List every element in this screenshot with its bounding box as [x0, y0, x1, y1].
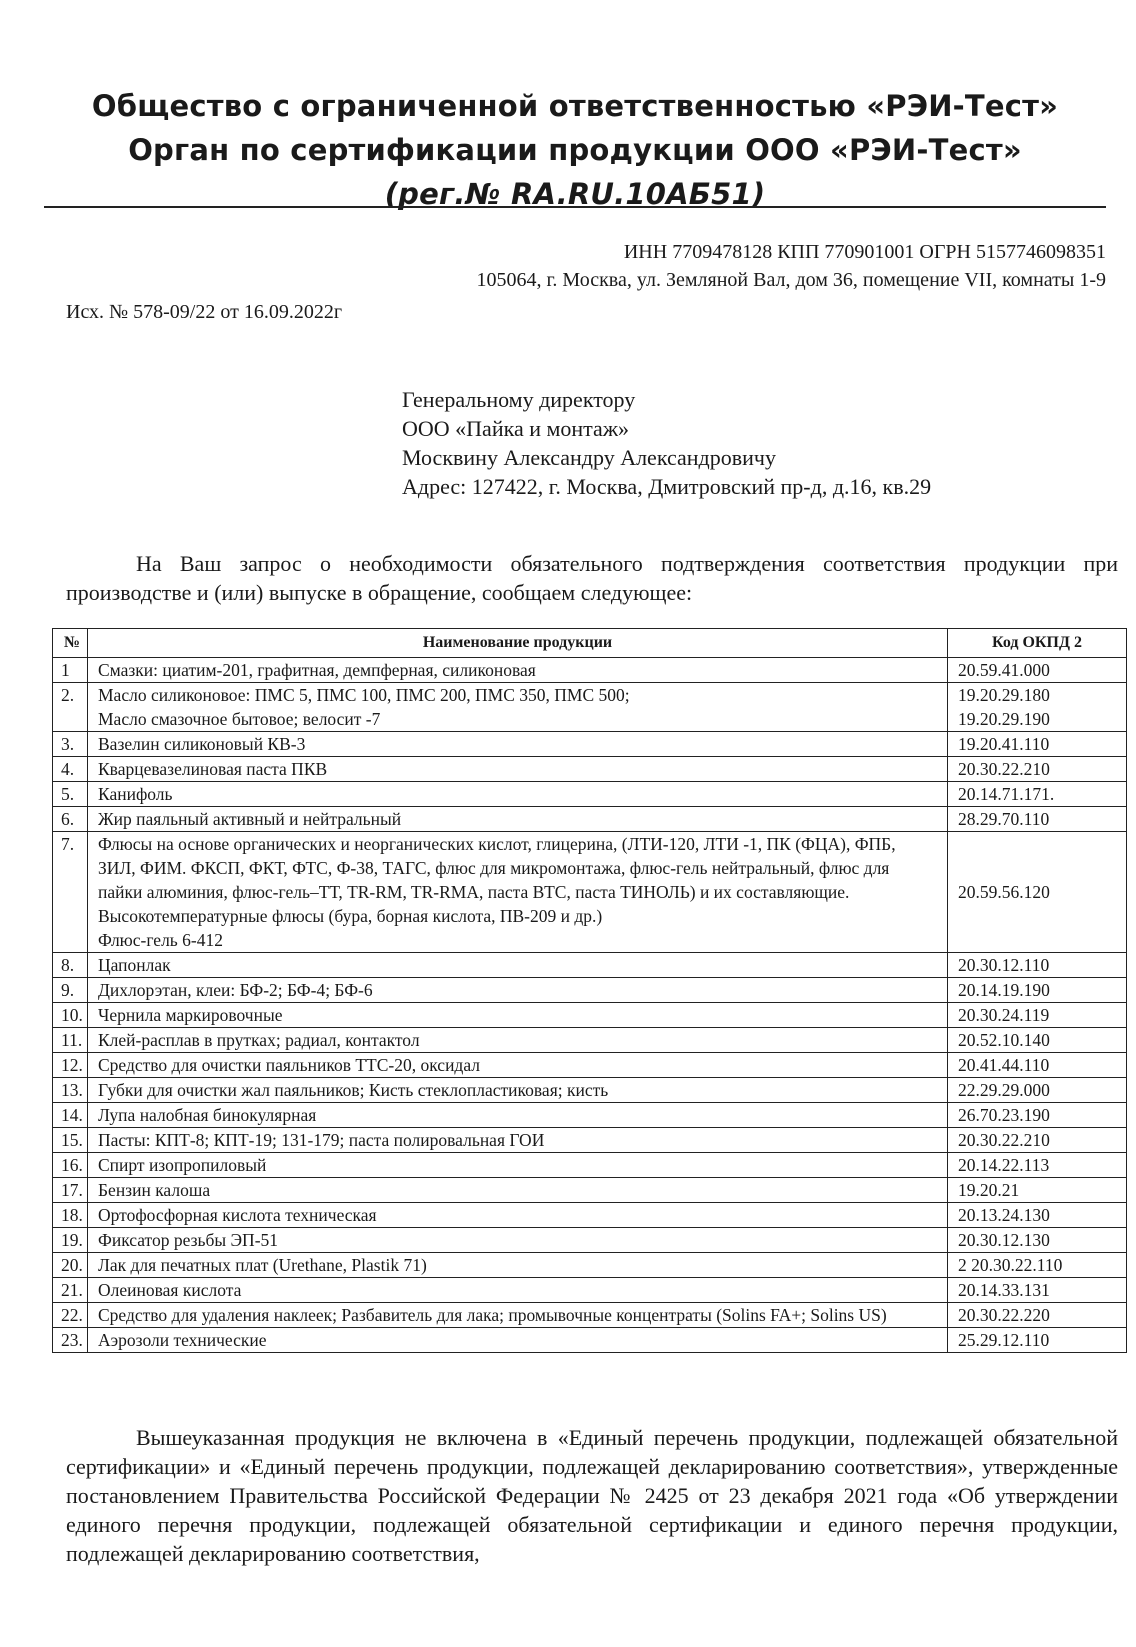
- table-row: [53, 1253, 1127, 1278]
- row-number: 19.: [53, 1228, 88, 1253]
- product-name-line: Спирт изопропиловый: [98, 1155, 267, 1175]
- table-row: [53, 1278, 1127, 1303]
- okpd-code: [948, 1153, 1127, 1178]
- okpd-code-line: 20.14.71.171.: [958, 784, 1055, 804]
- okpd-code: [948, 1228, 1127, 1253]
- table-row: [53, 953, 1127, 978]
- okpd-code-line: 20.59.56.120: [958, 882, 1050, 902]
- row-number: 5.: [53, 782, 88, 807]
- okpd-code: [948, 953, 1127, 978]
- okpd-code: [948, 732, 1127, 757]
- product-name: [88, 1103, 948, 1128]
- product-name-line: Смазки: циатим-201, графитная, демпферная, силиконовая: [98, 660, 536, 680]
- row-number: 20.: [53, 1253, 88, 1278]
- row-number: 22.: [53, 1303, 88, 1328]
- okpd-code: [948, 683, 1127, 732]
- row-number: 14.: [53, 1103, 88, 1128]
- header-okpd-code: Код ОКПД 2: [948, 629, 1127, 658]
- header-product-name: Наименование продукции: [88, 629, 948, 658]
- okpd-code-line: 20.59.41.000: [958, 660, 1050, 680]
- addressee-position: Генеральному директору: [402, 387, 636, 412]
- tax-ids: ИНН 7709478128 КПП 770901001 ОГРН 5157746098351: [623, 241, 1106, 263]
- row-number: 13.: [53, 1078, 88, 1103]
- product-name-line: Канифоль: [98, 784, 173, 804]
- addressee-block: [402, 385, 931, 501]
- product-name-line: Вазелин силиконовый КВ-3: [98, 734, 306, 754]
- okpd-code-line: 20.30.12.130: [958, 1230, 1050, 1250]
- table-row: [53, 978, 1127, 1003]
- row-number: 9.: [53, 978, 88, 1003]
- product-name: [88, 978, 948, 1003]
- okpd-code-line: 19.20.21: [958, 1180, 1020, 1200]
- okpd-code-line: 20.30.12.110: [958, 955, 1050, 975]
- table-row: [53, 757, 1127, 782]
- product-name-line: Жир паяльный активный и нейтральный: [98, 809, 402, 829]
- products-table-body: [53, 658, 1127, 1353]
- addressee-company: ООО «Пайка и монтаж»: [402, 416, 630, 441]
- row-number: 11.: [53, 1028, 88, 1053]
- row-number: 16.: [53, 1153, 88, 1178]
- row-number: 7.: [53, 832, 88, 953]
- product-name-line: Ортофосфорная кислота техническая: [98, 1205, 377, 1225]
- okpd-code: [948, 1328, 1127, 1353]
- product-name-line: Губки для очистки жал паяльников; Кисть стеклопластиковая; кисть: [98, 1080, 609, 1100]
- okpd-code: [948, 1103, 1127, 1128]
- okpd-code-line: 2 20.30.22.110: [958, 1255, 1063, 1275]
- product-name: [88, 832, 948, 953]
- okpd-code: [948, 1303, 1127, 1328]
- product-name-line: Бензин калоша: [98, 1180, 211, 1200]
- okpd-code-line: 20.14.22.113: [958, 1155, 1050, 1175]
- row-number: 10.: [53, 1003, 88, 1028]
- table-row: [53, 658, 1127, 683]
- row-number: 18.: [53, 1203, 88, 1228]
- okpd-code-line: 25.29.12.110: [958, 1330, 1050, 1350]
- row-number: 17.: [53, 1178, 88, 1203]
- okpd-code: [948, 658, 1127, 683]
- org-name: Общество с ограниченной ответственностью «РЭИ-Тест»: [91, 89, 1059, 123]
- product-name-line: Чернила маркировочные: [98, 1005, 283, 1025]
- okpd-code: [948, 1253, 1127, 1278]
- product-name: [88, 1253, 948, 1278]
- product-name-line: Цапонлак: [98, 955, 171, 975]
- outgoing-number: Исх. № 578-09/22 от 16.09.2022г: [66, 301, 343, 323]
- okpd-code: [948, 1128, 1127, 1153]
- addressee-name: Москвину Александру Александровичу: [402, 445, 776, 470]
- table-row: [53, 1078, 1127, 1103]
- company-requisites: [476, 238, 1106, 294]
- product-name-line: Клей-расплав в прутках; радиал, контактол: [98, 1030, 420, 1050]
- row-number: 2.: [53, 683, 88, 732]
- product-name-line: Фиксатор резьбы ЭП-51: [98, 1230, 279, 1250]
- okpd-code: [948, 757, 1127, 782]
- products-table: [52, 628, 1127, 1353]
- okpd-code: [948, 832, 1127, 953]
- row-number: 21.: [53, 1278, 88, 1303]
- okpd-code-line: 20.14.33.131: [958, 1280, 1050, 1300]
- registration-number: (рег.№ RA.RU.10АБ51): [384, 177, 766, 211]
- product-name: [88, 953, 948, 978]
- product-name-line: Средство для очистки паяльников ТТС-20, оксидал: [98, 1055, 480, 1075]
- header-number: №: [53, 629, 88, 658]
- product-name: [88, 1053, 948, 1078]
- table-row: [53, 832, 1127, 953]
- product-name-line: Пасты: КПТ-8; КПТ-19; 131-179; паста полировальная ГОИ: [98, 1130, 545, 1150]
- row-number: 4.: [53, 757, 88, 782]
- certification-body: Орган по сертификации продукции ООО «РЭИ-Тест»: [128, 133, 1022, 167]
- header-divider: [44, 206, 1106, 208]
- product-name-line: Флюс-гель 6-412: [98, 930, 223, 950]
- okpd-code-line: 20.52.10.140: [958, 1030, 1050, 1050]
- table-row: [53, 1178, 1127, 1203]
- product-name: [88, 1203, 948, 1228]
- table-row: [53, 1303, 1127, 1328]
- product-name-line: Средство для удаления наклеек; Разбавитель для лака; промывочные концентраты (Solins FA+; Solins US): [98, 1305, 887, 1325]
- product-name: [88, 683, 948, 732]
- okpd-code: [948, 1053, 1127, 1078]
- product-name-line: Аэрозоли технические: [98, 1330, 267, 1350]
- product-name-line: Лак для печатных плат (Urethane, Plastik 71): [98, 1255, 427, 1275]
- row-number: 15.: [53, 1128, 88, 1153]
- product-name: [88, 1153, 948, 1178]
- okpd-code: [948, 1078, 1127, 1103]
- okpd-code-line: 22.29.29.000: [958, 1080, 1050, 1100]
- intro-paragraph: На Ваш запрос о необходимости обязательного подтверждения соответствия продукции при производстве и (или) выпуске в обращение, сообщаем следующее:: [66, 551, 1118, 605]
- product-name: [88, 1303, 948, 1328]
- product-name: [88, 1128, 948, 1153]
- closing-paragraph: Вышеуказанная продукция не включена в «Единый перечень продукции, подлежащей обязательной сертификации» и «Единый перечень продукции, подлежащей декларированию соответствия», утвержденные постановлением Правительства Российской Федерации № 2425 от 23 декабря 2021 года «Об утверждении единого перечня продукции, подлежащей обязательной сертификации и единого перечня продукции, подлежащей декларированию соответствия,: [66, 1425, 1118, 1566]
- table-row: [53, 807, 1127, 832]
- row-number: 8.: [53, 953, 88, 978]
- product-name: [88, 1328, 948, 1353]
- table-row: [53, 1228, 1127, 1253]
- okpd-code: [948, 1278, 1127, 1303]
- okpd-code: [948, 1203, 1127, 1228]
- product-name: [88, 1078, 948, 1103]
- okpd-code-line: 20.13.24.130: [958, 1205, 1050, 1225]
- table-row: [53, 1103, 1127, 1128]
- product-name: [88, 757, 948, 782]
- okpd-code-line: 19.20.41.110: [958, 734, 1050, 754]
- product-name: [88, 807, 948, 832]
- table-row: [53, 1003, 1127, 1028]
- okpd-code-line: 20.30.22.220: [958, 1305, 1050, 1325]
- table-row: [53, 1053, 1127, 1078]
- table-row: [53, 732, 1127, 757]
- product-name-line: Масло силиконовое: ПМС 5, ПМС 100, ПМС 200, ПМС 350, ПМС 500;: [98, 685, 630, 705]
- okpd-code: [948, 1178, 1127, 1203]
- okpd-code-line: 20.30.22.210: [958, 1130, 1050, 1150]
- product-name: [88, 732, 948, 757]
- product-name: [88, 1178, 948, 1203]
- product-name-line: Дихлорэтан, клеи: БФ-2; БФ-4; БФ-6: [98, 980, 373, 1000]
- table-row: [53, 1028, 1127, 1053]
- table-row: [53, 782, 1127, 807]
- row-number: 3.: [53, 732, 88, 757]
- row-number: 6.: [53, 807, 88, 832]
- okpd-code: [948, 782, 1127, 807]
- product-name: [88, 658, 948, 683]
- okpd-code: [948, 978, 1127, 1003]
- addressee-address: Адрес: 127422, г. Москва, Дмитровский пр-д, д.16, кв.29: [402, 474, 932, 499]
- row-number: 23.: [53, 1328, 88, 1353]
- product-name: [88, 782, 948, 807]
- okpd-code-line: 20.30.22.210: [958, 759, 1050, 779]
- row-number: 12.: [53, 1053, 88, 1078]
- product-name-line: Высокотемпературные флюсы (бура, борная кислота, ПВ-209 и др.): [98, 906, 603, 926]
- okpd-code-line: 28.29.70.110: [958, 809, 1050, 829]
- table-row: [53, 683, 1127, 732]
- product-name: [88, 1228, 948, 1253]
- table-row: [53, 1153, 1127, 1178]
- product-name-line: Масло смазочное бытовое; велосит -7: [98, 709, 381, 729]
- product-name-line: Лупа налобная бинокулярная: [98, 1105, 317, 1125]
- table-row: [53, 1128, 1127, 1153]
- table-header-row: [53, 629, 1127, 658]
- table-row: [53, 1203, 1127, 1228]
- table-row: [53, 1328, 1127, 1353]
- product-name: [88, 1003, 948, 1028]
- company-address: 105064, г. Москва, ул. Земляной Вал, дом 36, помещение VII, комнаты 1-9: [476, 269, 1106, 291]
- okpd-code-line: 20.41.44.110: [958, 1055, 1050, 1075]
- product-name-line: Кварцевазелиновая паста ПКВ: [98, 759, 328, 779]
- okpd-code: [948, 1028, 1127, 1053]
- product-name: [88, 1028, 948, 1053]
- row-number: 1: [53, 658, 88, 683]
- okpd-code: [948, 1003, 1127, 1028]
- product-name-line: Олеиновая кислота: [98, 1280, 242, 1300]
- product-name-line: Флюсы на основе органических и неорганических кислот, глицерина, (ЛТИ-120, ЛТИ -1, ПК (ФЦА), ФПБ, ЗИЛ, ФИМ. ФКСП, ФКТ, ФТС, Ф-38, ТАГС, флюс для микромонтажа, флюс-гель нейтральный, флюс для пайки алюминия, флюс-гель–ТТ, TR-RM, TR-RMA, паста ВТС, паста ТИНОЛЬ) и их составляющие.: [98, 834, 896, 902]
- okpd-code-line: 26.70.23.190: [958, 1105, 1050, 1125]
- product-name: [88, 1278, 948, 1303]
- okpd-code-line: 20.30.24.119: [958, 1005, 1050, 1025]
- okpd-code-line: 20.14.19.190: [958, 980, 1050, 1000]
- letterhead: [45, 84, 1105, 216]
- okpd-code: [948, 807, 1127, 832]
- okpd-code-line: 19.20.29.190: [958, 709, 1050, 729]
- okpd-code-line: 19.20.29.180: [958, 685, 1050, 705]
